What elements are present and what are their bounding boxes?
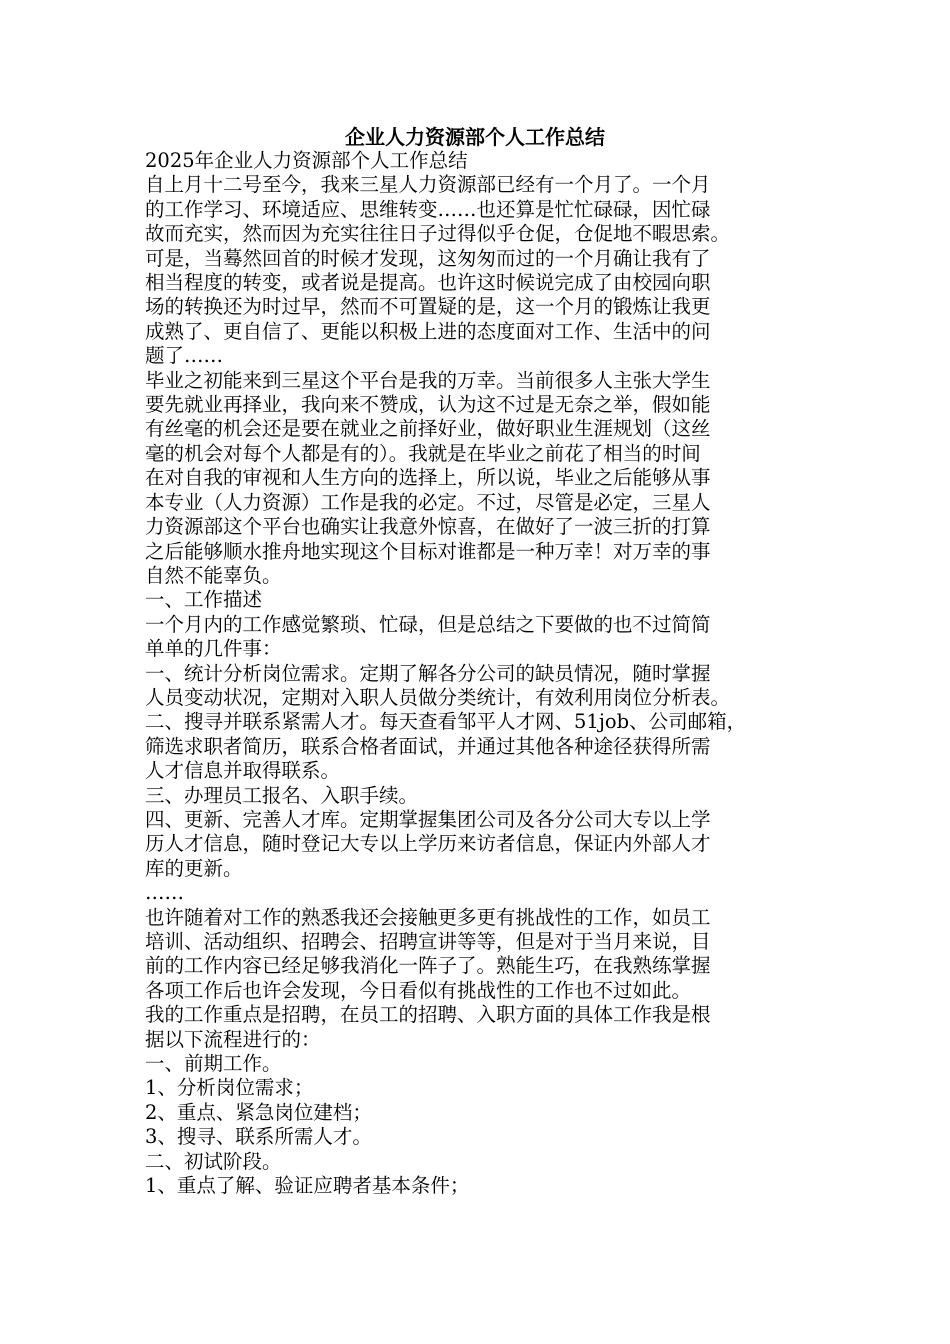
task-item-statistics: 一、统计分析岗位需求。定期了解各分公司的缺员情况，随时掌握 人员变动状况，定期对入职人员做分类统计，有效利用岗位分析表。: [145, 661, 731, 709]
list-item: 1、分析岗位需求；: [145, 1076, 314, 1100]
task-item-recruiting: 二、搜寻并联系紧需人才。每天查看邹平人才网、51job、公司邮箱， 筛选求职者简历，联系合格者面试，并通过其他各种途径获得所需 人才信息并取得联系。: [145, 710, 747, 783]
task-item-onboarding: 三、办理员工报名、入职手续。: [145, 783, 419, 807]
graduation-paragraph: 毕业之初能来到三星这个平台是我的万幸。当前很多人主张大学生 要先就业再择业，我向来不赞成，认为这不过是无奈之举，假如能 有丝毫的机会还是要在就业之前择好业，做好职业生涯规划（这丝 毫的机会对每个人都是有的）。我就是在毕业之前花了相当的时间 在对自我的审视和人生方向的选择上，所以说，毕业之后能够从事 本专业（人力资源）工作是我的必定。不过，尽管是必定，三星人 力资源部这个平台也确实让我意外惊喜，在做好了一波三折的打算 之后能够顺水推舟地实现这个目标对谁都是一种万幸！对万幸的事 自然不能辜负。: [145, 368, 711, 587]
list-item: 3、搜寻、联系所需人才。: [145, 1125, 372, 1149]
recruitment-focus-paragraph: 我的工作重点是招聘，在员工的招聘、入职方面的具体工作我是根 据以下流程进行的：: [145, 1003, 711, 1051]
document-title: 企业人力资源部个人工作总结: [345, 125, 605, 149]
ellipsis-line: ……: [145, 881, 184, 905]
task-item-talent-pool: 四、更新、完善人才库。定期掌握集团公司及各分公司大专以上学 历人才信息，随时登记大专以上学历来访者信息，保证内外部人才 库的更新。: [145, 807, 711, 880]
list-item: 1、重点了解、验证应聘者基本条件；: [145, 1174, 470, 1198]
future-work-paragraph: 也许随着对工作的熟悉我还会接触更多更有挑战性的工作，如员工 培训、活动组织、招聘会、招聘宣讲等等，但是对于当月来说，目 前的工作内容已经足够我消化一阵子了。熟能生巧，在我熟练掌握 各项工作后也许会发现，今日看似有挑战性的工作也不过如此。: [145, 905, 711, 1002]
stage-heading-preliminary: 一、前期工作。: [145, 1052, 282, 1076]
section-heading-work-description: 一、工作描述: [145, 588, 263, 612]
work-summary-paragraph: 一个月内的工作感觉繁琐、忙碌，但是总结之下要做的也不过简简 单单的几件事：: [145, 612, 711, 661]
stage-heading-first-interview: 二、初试阶段。: [145, 1149, 282, 1173]
list-item: 2、重点、紧急岗位建档；: [145, 1100, 372, 1124]
document-body: [145, 149, 810, 1198]
subtitle-paragraph: 2025年企业人力资源部个人工作总结: [145, 149, 468, 172]
intro-paragraph: 自上月十二号至今，我来三星人力资源部已经有一个月了。一个月 的工作学习、环境适应、思维转变……也还算是忙忙碌碌，因忙碌 故而充实，然而因为充实往往日子过得似乎仓促，仓促地不暇思索。 可是，当蓦然回首的时候才发现，这匆匆而过的一个月确让我有了 相当程度的转变，或者说是提高。也许这时候说完成了由校园向职 场的转换还为时过早，然而不可置疑的是，这一个月的锻炼让我更 成熟了、更自信了、更能以积极上进的态度面对工作、生活中的问 题了……: [145, 173, 731, 368]
